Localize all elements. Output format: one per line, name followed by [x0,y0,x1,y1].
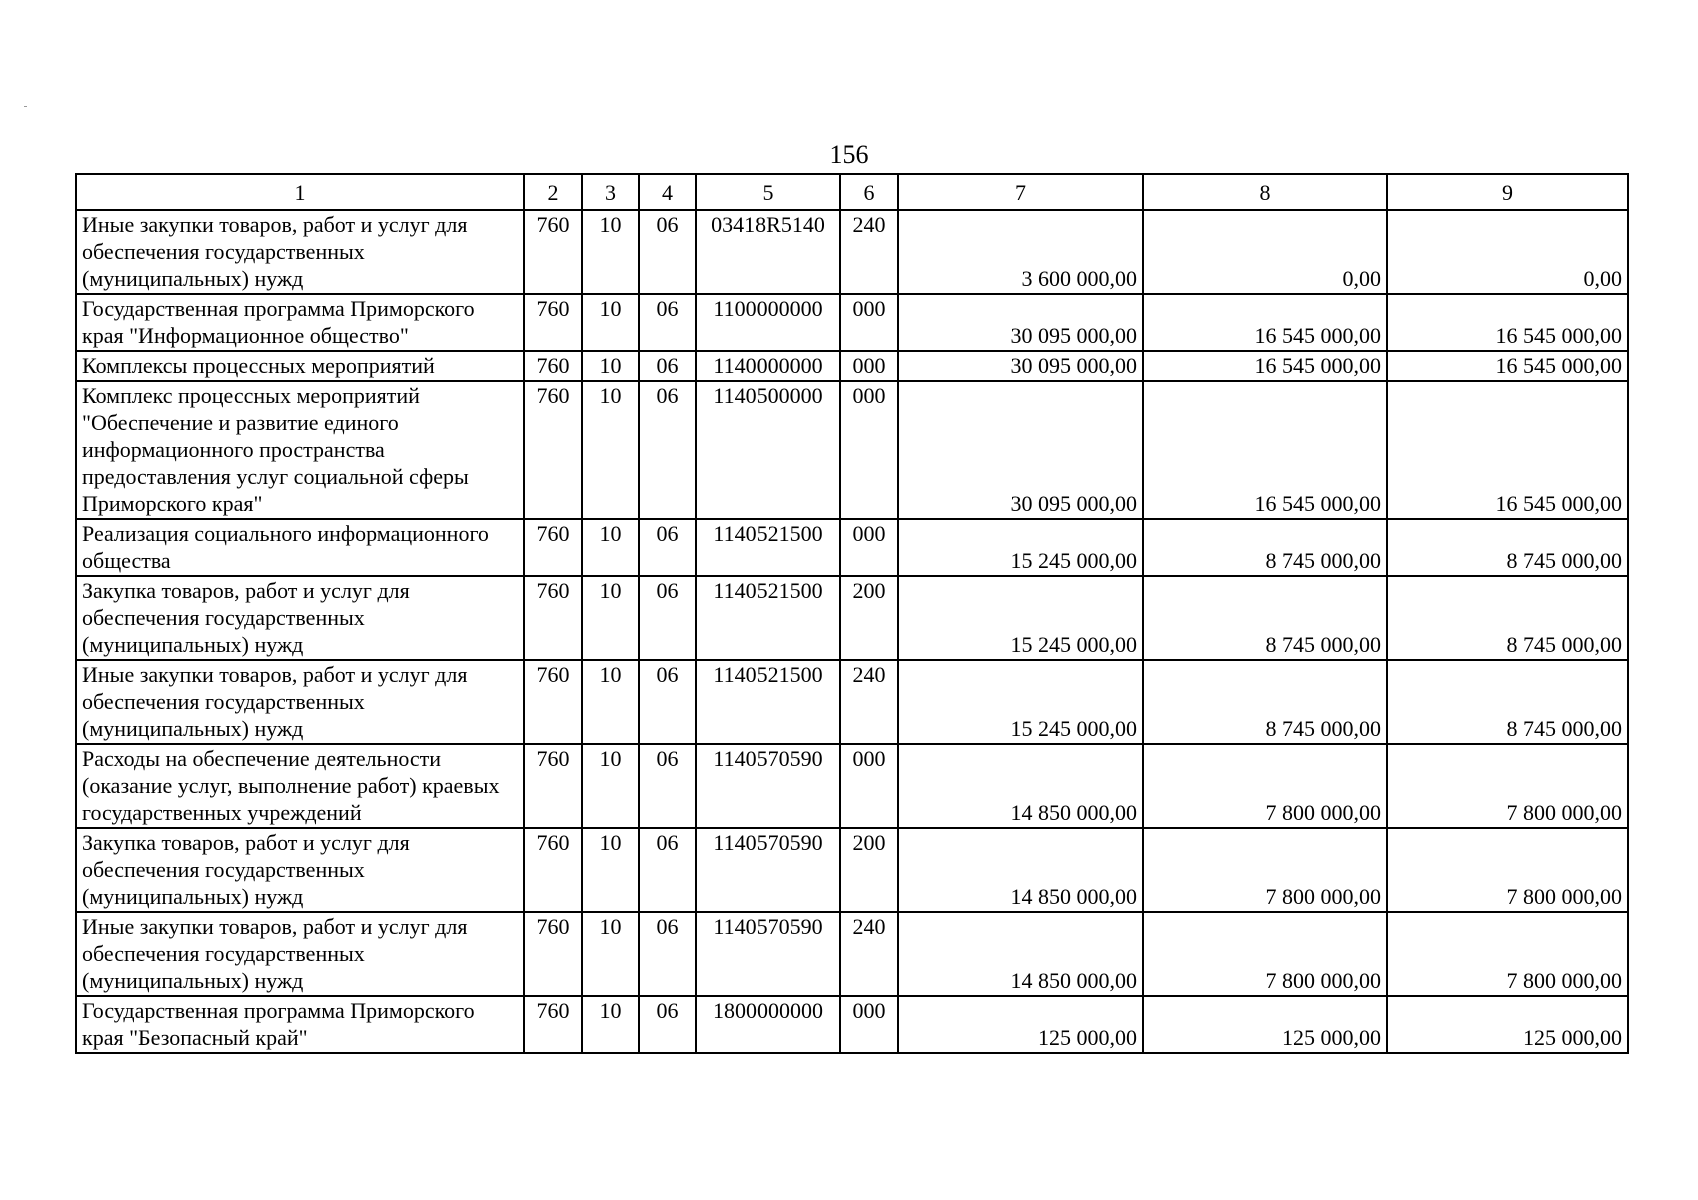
code-cell: 760 [524,381,582,519]
code-cell: 1140570590 [696,912,840,996]
amount-cell: 8 745 000,00 [1143,660,1387,744]
amount-cell: 14 850 000,00 [898,744,1143,828]
amount-cell: 16 545 000,00 [1143,351,1387,381]
code-cell: 10 [582,519,639,576]
table-row [76,996,1628,1053]
amount-cell: 0,00 [1143,210,1387,294]
amount-cell: 16 545 000,00 [1387,381,1628,519]
amount-cell: 16 545 000,00 [1143,294,1387,351]
amount-cell: 30 095 000,00 [898,351,1143,381]
code-cell: 10 [582,576,639,660]
amount-cell: 7 800 000,00 [1143,744,1387,828]
item-name: Иные закупки товаров, работ и услуг для обеспечения государственных (муниципальных) нужд [76,912,524,996]
table-row [76,519,1628,576]
header-cell: 6 [840,174,898,210]
code-cell: 000 [840,744,898,828]
item-name: Реализация социального информационного общества [76,519,524,576]
code-cell: 06 [639,381,696,519]
header-cell: 7 [898,174,1143,210]
code-cell: 06 [639,660,696,744]
amount-cell: 0,00 [1387,210,1628,294]
amount-cell: 16 545 000,00 [1387,351,1628,381]
code-cell: 000 [840,996,898,1053]
code-cell: 240 [840,912,898,996]
code-cell: 1140521500 [696,660,840,744]
code-cell: 10 [582,660,639,744]
item-name: Закупка товаров, работ и услуг для обеспечения государственных (муниципальных) нужд [76,828,524,912]
amount-cell: 7 800 000,00 [1387,912,1628,996]
code-cell: 06 [639,912,696,996]
code-cell: 760 [524,912,582,996]
item-name: Государственная программа Приморского края "Информационное общество" [76,294,524,351]
amount-cell: 8 745 000,00 [1143,519,1387,576]
table-row [76,351,1628,381]
header-cell: 4 [639,174,696,210]
code-cell: 10 [582,351,639,381]
amount-cell: 15 245 000,00 [898,576,1143,660]
code-cell: 760 [524,576,582,660]
item-name: Расходы на обеспечение деятельности (оказание услуг, выполнение работ) краевых государственных учреждений [76,744,524,828]
amount-cell: 16 545 000,00 [1387,294,1628,351]
code-cell: 1100000000 [696,294,840,351]
header-cell: 1 [76,174,524,210]
code-cell: 000 [840,294,898,351]
code-cell: 06 [639,519,696,576]
code-cell: 1140570590 [696,744,840,828]
code-cell: 10 [582,996,639,1053]
code-cell: 10 [582,294,639,351]
item-name: Иные закупки товаров, работ и услуг для обеспечения государственных (муниципальных) нужд [76,660,524,744]
code-cell: 760 [524,519,582,576]
code-cell: 760 [524,744,582,828]
code-cell: 200 [840,828,898,912]
header-cell: 3 [582,174,639,210]
code-cell: 06 [639,828,696,912]
table-row [76,210,1628,294]
code-cell: 1140521500 [696,576,840,660]
table-row [76,828,1628,912]
table-row [76,912,1628,996]
amount-cell: 14 850 000,00 [898,828,1143,912]
code-cell: 000 [840,519,898,576]
code-cell: 760 [524,996,582,1053]
scan-speck [24,106,27,107]
item-name: Комплекс процессных мероприятий "Обеспечение и развитие единого информационного пространства предоставления услуг социальной сферы Приморского края" [76,381,524,519]
header-cell: 8 [1143,174,1387,210]
header-cell: 2 [524,174,582,210]
amount-cell: 8 745 000,00 [1387,519,1628,576]
table-row [76,381,1628,519]
amount-cell: 3 600 000,00 [898,210,1143,294]
code-cell: 10 [582,210,639,294]
code-cell: 1140570590 [696,828,840,912]
amount-cell: 7 800 000,00 [1143,828,1387,912]
code-cell: 03418R5140 [696,210,840,294]
item-name: Комплексы процессных мероприятий [76,351,524,381]
item-name: Государственная программа Приморского края "Безопасный край" [76,996,524,1053]
code-cell: 200 [840,576,898,660]
code-cell: 06 [639,351,696,381]
code-cell: 06 [639,210,696,294]
code-cell: 1140000000 [696,351,840,381]
code-cell: 06 [639,294,696,351]
budget-table [75,173,1629,1054]
amount-cell: 30 095 000,00 [898,294,1143,351]
amount-cell: 7 800 000,00 [1387,744,1628,828]
code-cell: 1140500000 [696,381,840,519]
page-number: 156 [829,140,869,169]
amount-cell: 8 745 000,00 [1143,576,1387,660]
code-cell: 1140521500 [696,519,840,576]
amount-cell: 125 000,00 [898,996,1143,1053]
code-cell: 760 [524,210,582,294]
code-cell: 760 [524,828,582,912]
amount-cell: 8 745 000,00 [1387,660,1628,744]
table-row [76,660,1628,744]
amount-cell: 8 745 000,00 [1387,576,1628,660]
code-cell: 10 [582,381,639,519]
code-cell: 06 [639,996,696,1053]
code-cell: 240 [840,660,898,744]
amount-cell: 14 850 000,00 [898,912,1143,996]
amount-cell: 7 800 000,00 [1387,828,1628,912]
amount-cell: 15 245 000,00 [898,519,1143,576]
code-cell: 1800000000 [696,996,840,1053]
code-cell: 760 [524,660,582,744]
code-cell: 10 [582,912,639,996]
table-row [76,744,1628,828]
amount-cell: 15 245 000,00 [898,660,1143,744]
code-cell: 760 [524,351,582,381]
code-cell: 06 [639,576,696,660]
table-row [76,294,1628,351]
code-cell: 10 [582,828,639,912]
code-cell: 06 [639,744,696,828]
item-name: Закупка товаров, работ и услуг для обеспечения государственных (муниципальных) нужд [76,576,524,660]
item-name: Иные закупки товаров, работ и услуг для обеспечения государственных (муниципальных) нужд [76,210,524,294]
code-cell: 000 [840,351,898,381]
header-cell: 9 [1387,174,1628,210]
table-row [76,576,1628,660]
code-cell: 10 [582,744,639,828]
amount-cell: 7 800 000,00 [1143,912,1387,996]
amount-cell: 125 000,00 [1143,996,1387,1053]
code-cell: 000 [840,381,898,519]
table-header-row [76,174,1628,210]
amount-cell: 30 095 000,00 [898,381,1143,519]
code-cell: 760 [524,294,582,351]
amount-cell: 16 545 000,00 [1143,381,1387,519]
header-cell: 5 [696,174,840,210]
amount-cell: 125 000,00 [1387,996,1628,1053]
code-cell: 240 [840,210,898,294]
